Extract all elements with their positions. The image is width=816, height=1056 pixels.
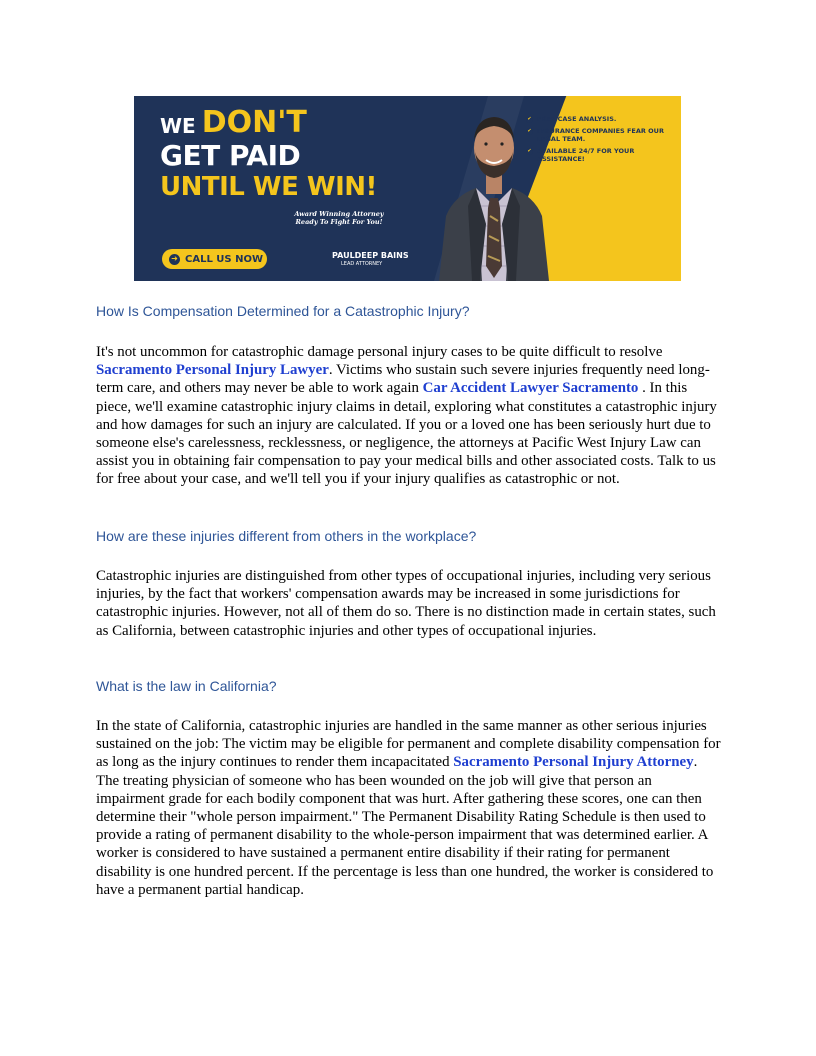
checkmark-icon: ✔	[527, 115, 532, 122]
award-line-2: Ready To Fight For You!	[295, 218, 383, 227]
call-button-label: CALL US NOW	[185, 253, 264, 265]
feature-item	[526, 116, 676, 123]
paragraph-text: It's not uncommon for catastrophic damage personal injury cases to be quite difficult to resolve	[96, 344, 663, 360]
headline-dont: DON'T	[201, 105, 307, 140]
paragraph-workplace	[96, 567, 722, 640]
attorney-name: PAULDEEP BAINS	[332, 251, 409, 260]
feature-list	[526, 116, 676, 168]
checkmark-icon: ✔	[527, 128, 532, 135]
feature-text: INSURANCE COMPANIES FEAR OUR LEGAL TEAM.	[537, 127, 664, 143]
attorney-role: LEAD ATTORNEY	[341, 261, 383, 267]
headline-get-paid: GET PAID	[160, 139, 301, 172]
feature-item	[526, 148, 676, 163]
section-heading-compensation: How Is Compensation Determined for a Catastrophic Injury?	[96, 303, 470, 319]
paragraph-text: . In this piece, we'll examine catastrophic injury claims in detail, exploring what constitutes a catastrophic injury and how damages for such an injury are calculated. If you or a loved one has been seriously hurt due to someone else's carelessness, recklessness, or negligence, the attorneys at Pacific West Injury Law can assist you in obtaining fair compensation to pay your medical bills and other associated costs. Talk to us for free about your case, and we'll tell you if your injury qualifies as catastrophic or not.	[96, 380, 717, 488]
paragraph-text: In the state of California, catastrophic injuries are handled in the same manner as other serious injuries sustained on the job: The victim may be eligible for permanent and complete disability compensation for as long as the injury continues to render them incapacitated	[96, 718, 721, 771]
paragraph-text: Catastrophic injuries are distinguished from other types of occupational injuries, including very serious injuries, by the fact that workers' compensation awards may be increased in some jurisdictions for catastrophic injuries. However, not all of them do so. There is no distinction made in certain states, such as California, between catastrophic injuries and other types of occupational injuries.	[96, 568, 716, 639]
feature-text: FREE CASE ANALYSIS.	[537, 115, 617, 123]
feature-text: AVAILABLE 24/7 FOR YOUR ASSISTANCE!	[537, 147, 635, 163]
banner-headline	[160, 105, 400, 202]
link-sacramento-personal-injury-lawyer[interactable]: Sacramento Personal Injury Lawyer	[96, 362, 329, 379]
promo-banner[interactable]	[134, 96, 681, 281]
paragraph-text: . Victims who sustain such severe injuries frequently need long-term care, and others may never be able to work again	[96, 362, 710, 397]
headline-until-we-win: UNTIL WE WIN!	[160, 172, 377, 202]
paragraph-text: . The treating physician of someone who has been wounded on the job will give that person an impairment grade for each bodily component that was hurt. After gathering these scores, one can then determine their "whole person impairment." The Permanent Disability Rating Schedule is then used to provide a rating of permanent disability to the whole-person impairment that was determined earlier. A worker is considered to have sustained a permanent entire disability if their rating for permanent disability is one hundred percent. If the percentage is less than one hundred, the worker is considered to have a permanent partial handicap.	[96, 754, 714, 898]
headline-we: WE	[160, 114, 196, 138]
feature-item	[526, 128, 676, 143]
checkmark-icon: ✔	[527, 148, 532, 155]
award-line-1: Award Winning Attorney	[294, 210, 384, 218]
link-sacramento-personal-injury-attorney[interactable]: Sacramento Personal Injury Attorney	[453, 754, 694, 771]
arrow-right-icon: ➜	[169, 254, 180, 265]
call-us-now-button[interactable]	[162, 249, 267, 269]
award-tagline	[284, 210, 394, 227]
paragraph-california-law	[96, 717, 722, 899]
section-heading-workplace: How are these injuries different from others in the workplace?	[96, 528, 477, 544]
section-heading-california-law: What is the law in California?	[96, 678, 277, 694]
link-car-accident-lawyer-sacramento[interactable]: Car Accident Lawyer Sacramento	[422, 380, 639, 397]
paragraph-compensation	[96, 343, 722, 489]
